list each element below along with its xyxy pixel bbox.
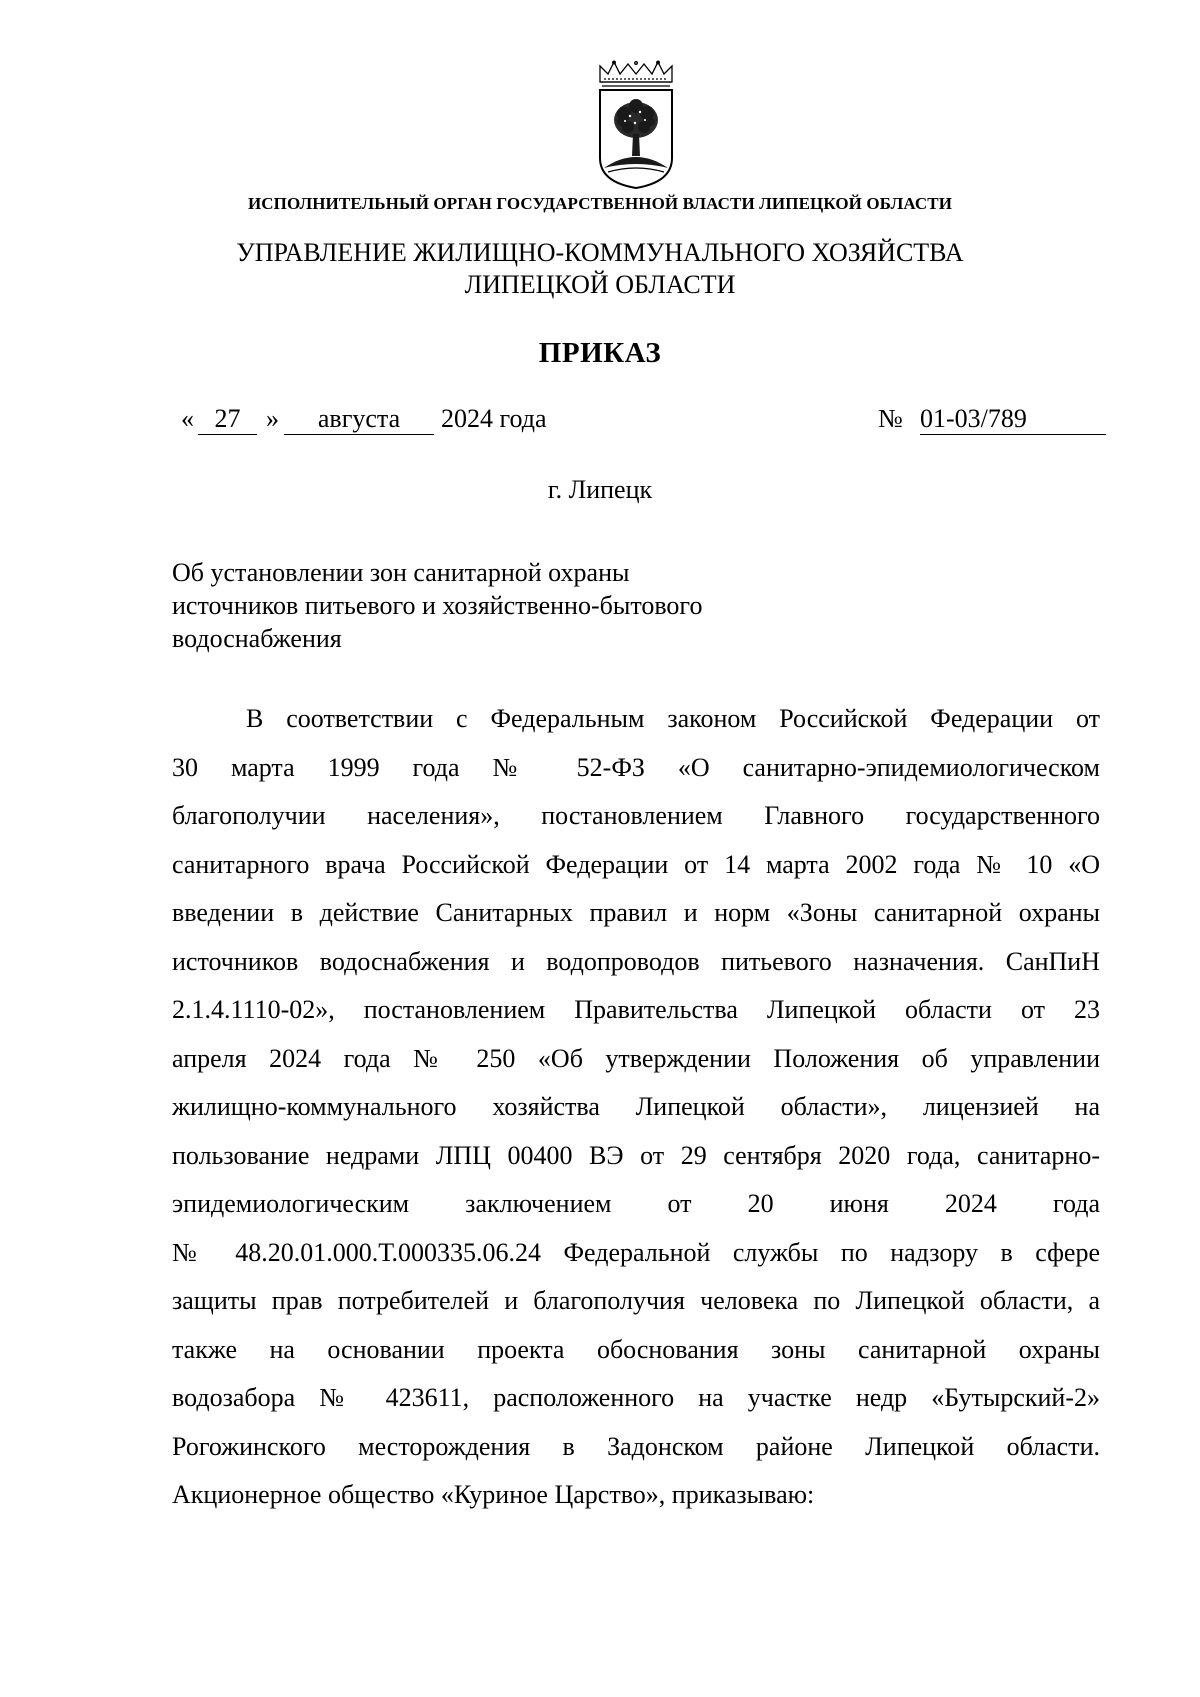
body-line: В соответствии с Федеральным законом Российской Федерации от [246,704,1100,733]
body-line: защиты прав потребителей и благополучия человека по Липецкой области, а [172,1286,1100,1315]
body-line: санитарного врача Российской Федерации от 14 марта 2002 года № 10 «О [172,849,1100,879]
subject-line: источников питьевого и хозяйственно-бытового [172,591,703,620]
department-name-line2: ЛИПЕЦКОЙ ОБЛАСТИ [464,270,736,299]
department-name [0,237,1200,301]
order-subject [172,556,792,655]
authority-name: ИСПОЛНИТЕЛЬНЫЙ ОРГАН ГОСУДАРСТВЕННОЙ ВЛАСТИ ЛИПЕЦКОЙ ОБЛАСТИ [247,194,953,213]
body-line: Акционерное общество «Куриное Царство», приказываю: [172,1480,815,1509]
body-line: жилищно-коммунального хозяйства Липецкой области», лицензией на [172,1092,1100,1121]
order-month: августа [284,404,434,435]
subject-line: водоснабжения [172,624,342,653]
order-body [172,700,1100,1525]
body-line: также на основании проекта обоснования зоны санитарной охраны [172,1334,1100,1364]
body-line: источников водоснабжения и водопроводов питьевого назначения. СанПиН [172,946,1100,976]
body-line: эпидемиологическим заключением от 20 июня 2024 года [172,1189,1100,1218]
city-name: г. Липецк [547,475,653,504]
body-line: 2.1.4.1110-02», постановлением Правительства Липецкой области от 23 [172,995,1100,1024]
subject-line: Об установлении зон санитарной охраны [172,558,630,587]
date-number-row [0,404,1200,438]
department-name-line1: УПРАВЛЕНИЕ ЖИЛИЩНО-КОММУНАЛЬНОГО ХОЗЯЙСТВА [236,238,964,267]
quote-open: « [181,404,194,433]
document-type-title: ПРИКАЗ [538,337,662,369]
body-line: благополучии населения», постановлением Главного государственного [172,801,1100,830]
body-line: введении в действие Санитарных правил и норм «Зоны санитарной охраны [172,898,1100,927]
body-line: 30 марта 1999 года № 52-ФЗ «О санитарно-эпидемиологическом [172,752,1100,782]
body-line: апреля 2024 года № 250 «Об утверждении Положения об управлении [172,1043,1100,1073]
body-line: № 48.20.01.000.Т.000335.06.24 Федеральной службы по надзору в сфере [172,1237,1100,1267]
body-line: Рогожинского месторождения в Задонском районе Липецкой области. [172,1431,1100,1461]
order-year: 2024 года [441,404,547,433]
order-number: 01-03/789 [920,404,1106,435]
lipetsk-region-coat-of-arms-icon [594,60,678,192]
quote-close: » [266,404,279,433]
order-day: 27 [198,404,257,435]
number-sign: № [878,404,903,433]
body-line: пользование недрами ЛПЦ 00400 ВЭ от 29 сентября 2020 года, санитарно- [172,1140,1100,1170]
body-line: водозабора № 423611, расположенного на участке недр «Бутырский-2» [172,1383,1100,1412]
